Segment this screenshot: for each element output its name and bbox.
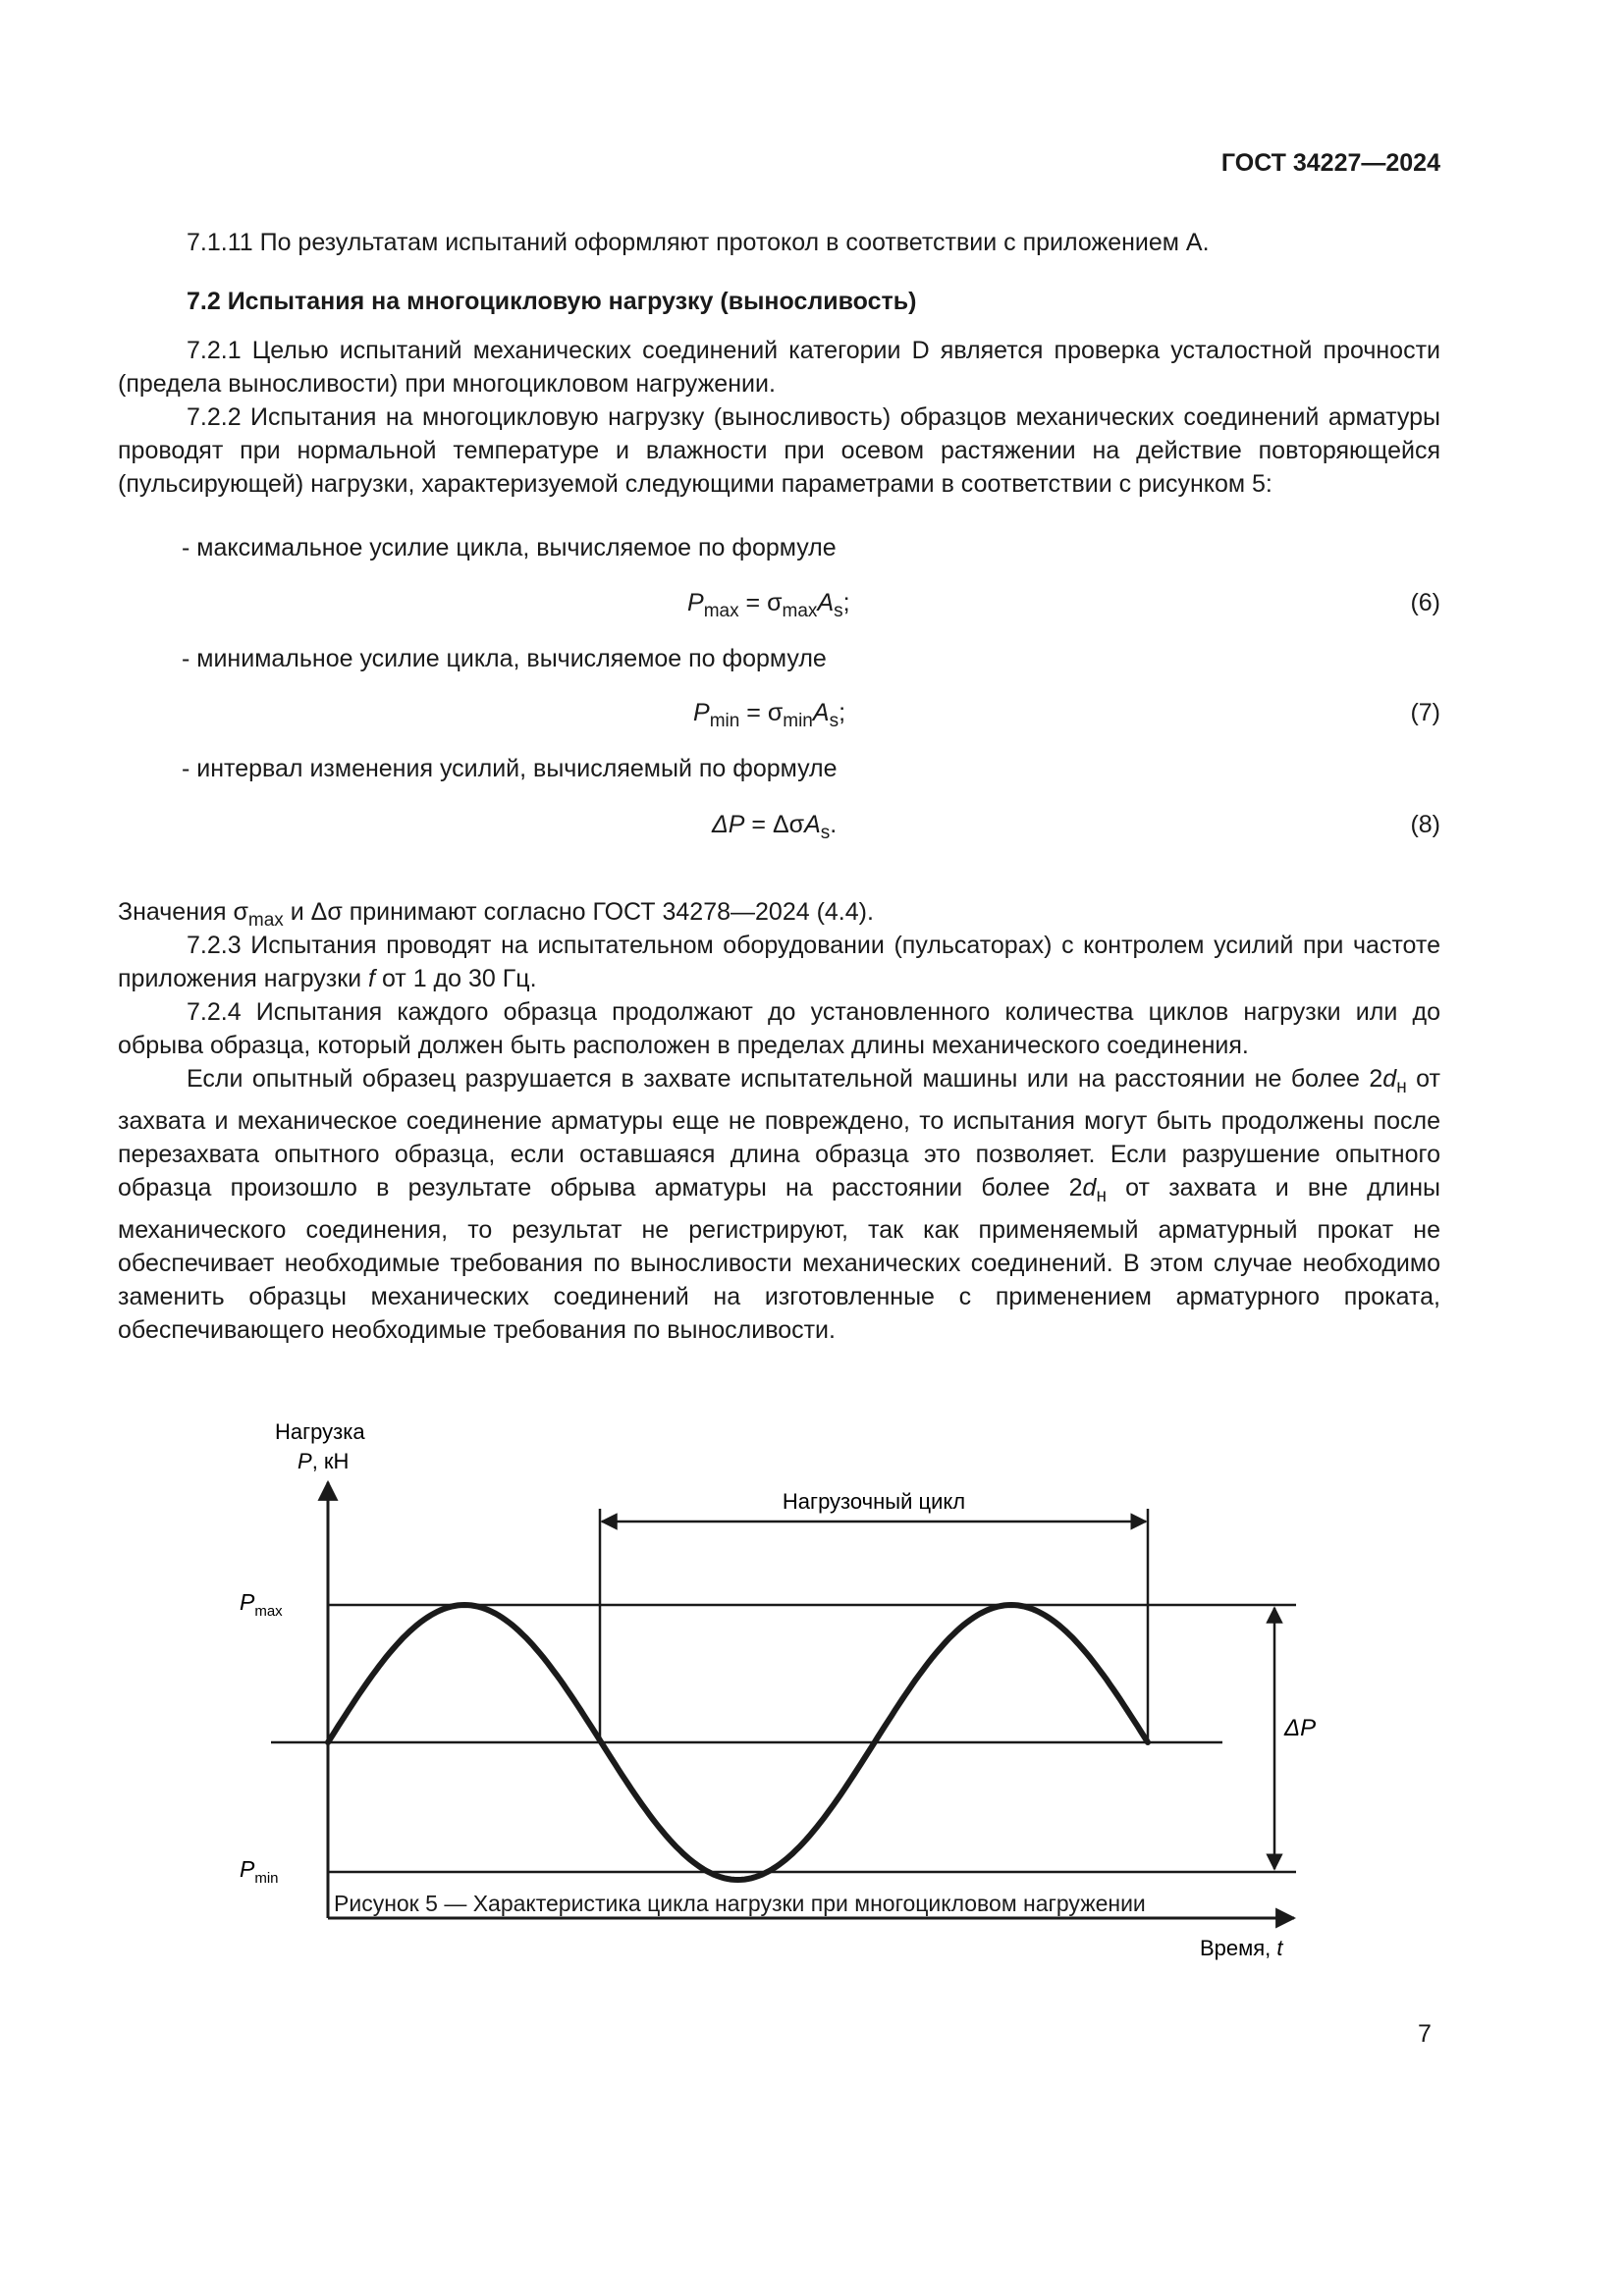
formula-number-8: (8) <box>1410 811 1440 838</box>
cycle-label: Нагрузочный цикл <box>782 1489 966 1514</box>
paragraph-7-1-11: 7.1.11 По результатам испытаний оформляют протокол в соответствии с приложением А. <box>187 229 1210 256</box>
paragraph-7-2-4: 7.2.4 Испытания каждого образца продолжают до установленного количества циклов нагрузки или до обрыва образца, который должен быть расположен в пределах длины механического соединения. <box>118 998 1440 1059</box>
formula-number-6: (6) <box>1410 589 1440 616</box>
paragraph-7-2-1: 7.2.1 Целью испытаний механических соединений категории D является проверка усталостной прочности (предела выносливости) при многоцикловом нагружении. <box>118 337 1440 398</box>
bullet-min-force: - минимальное усилие цикла, вычисляемое по формуле <box>182 645 827 672</box>
paragraph-specimen-failure: Если опытный образец разрушается в захвате испытательной машины или на расстоянии не более $2d_н$ от захвата и механическое соединение арматуры еще не повреждено, то испытания могут быть продолжены после перезахвата опытного образца, если оставшаяся длина образца это позволяет. Если разрушение опытного образца произошло в результате обрыва арматуры на расстоянии более $2d_н$ от захвата и вне длины механического соединения, то результат не регистрируют, так как применяемый арматурный прокат не обеспечивает необходимые требования по выносливости механических соединений. В этом случае необходимо заменить образцы механических соединений на изготовленные с применением арматурного проката, обеспечивающего необходимые требования по выносливости. <box>118 1065 1441 1344</box>
page-number: 7 <box>1418 2020 1432 2048</box>
formula-number-7: (7) <box>1410 699 1440 726</box>
x-axis-label: Время, t <box>1200 1936 1283 1960</box>
figure-caption: Рисунок 5 — Характеристика цикла нагрузки при многоцикловом нагружении <box>334 1891 1146 1916</box>
load-curve <box>328 1605 1148 1880</box>
values-line: Значения $\sigma_{max}$ и Δσ принимают согласно ГОСТ 34278—2024 (4.4). <box>118 898 874 931</box>
bullet-force-range: - интервал изменения усилий, вычисляемый по формуле <box>182 755 838 782</box>
formula-6: $P_{max} = \sigma_{max}A_s$; <box>687 589 850 621</box>
y-axis-label-symbol: P, кН <box>298 1449 350 1473</box>
bullet-max-force: - максимальное усилие цикла, вычисляемое по формуле <box>182 534 837 561</box>
pmin-label: $P_{min}$ <box>240 1856 279 1887</box>
section-heading-7-2: 7.2 Испытания на многоцикловую нагрузку (выносливость) <box>187 288 917 315</box>
paragraph-7-2-2: 7.2.2 Испытания на многоцикловую нагрузку (выносливость) образцов механических соединений арматуры проводят при нормальной температуре и влажности при осевом растяжении на действие повторяющейся (пульсирующей) нагрузки, характеризуемой следующими параметрами в соответствии с рисунком 5: <box>118 403 1440 498</box>
formula-8: ΔP = ΔσA$_s$. <box>712 811 838 843</box>
delta-p-label: ΔP <box>1284 1715 1317 1741</box>
formula-7: $P_{min} = \sigma_{min}A_s$; <box>693 699 846 731</box>
pmax-label: $P_{max}$ <box>240 1589 283 1620</box>
page-header: ГОСТ 34227—2024 <box>1220 149 1440 177</box>
paragraph-7-2-3: 7.2.3 Испытания проводят на испытательном оборудовании (пульсаторах) с контролем усилий при частоте приложения нагрузки f от 1 до 30 Гц. <box>118 932 1440 992</box>
y-axis-label-load: Нагрузка <box>275 1419 365 1444</box>
